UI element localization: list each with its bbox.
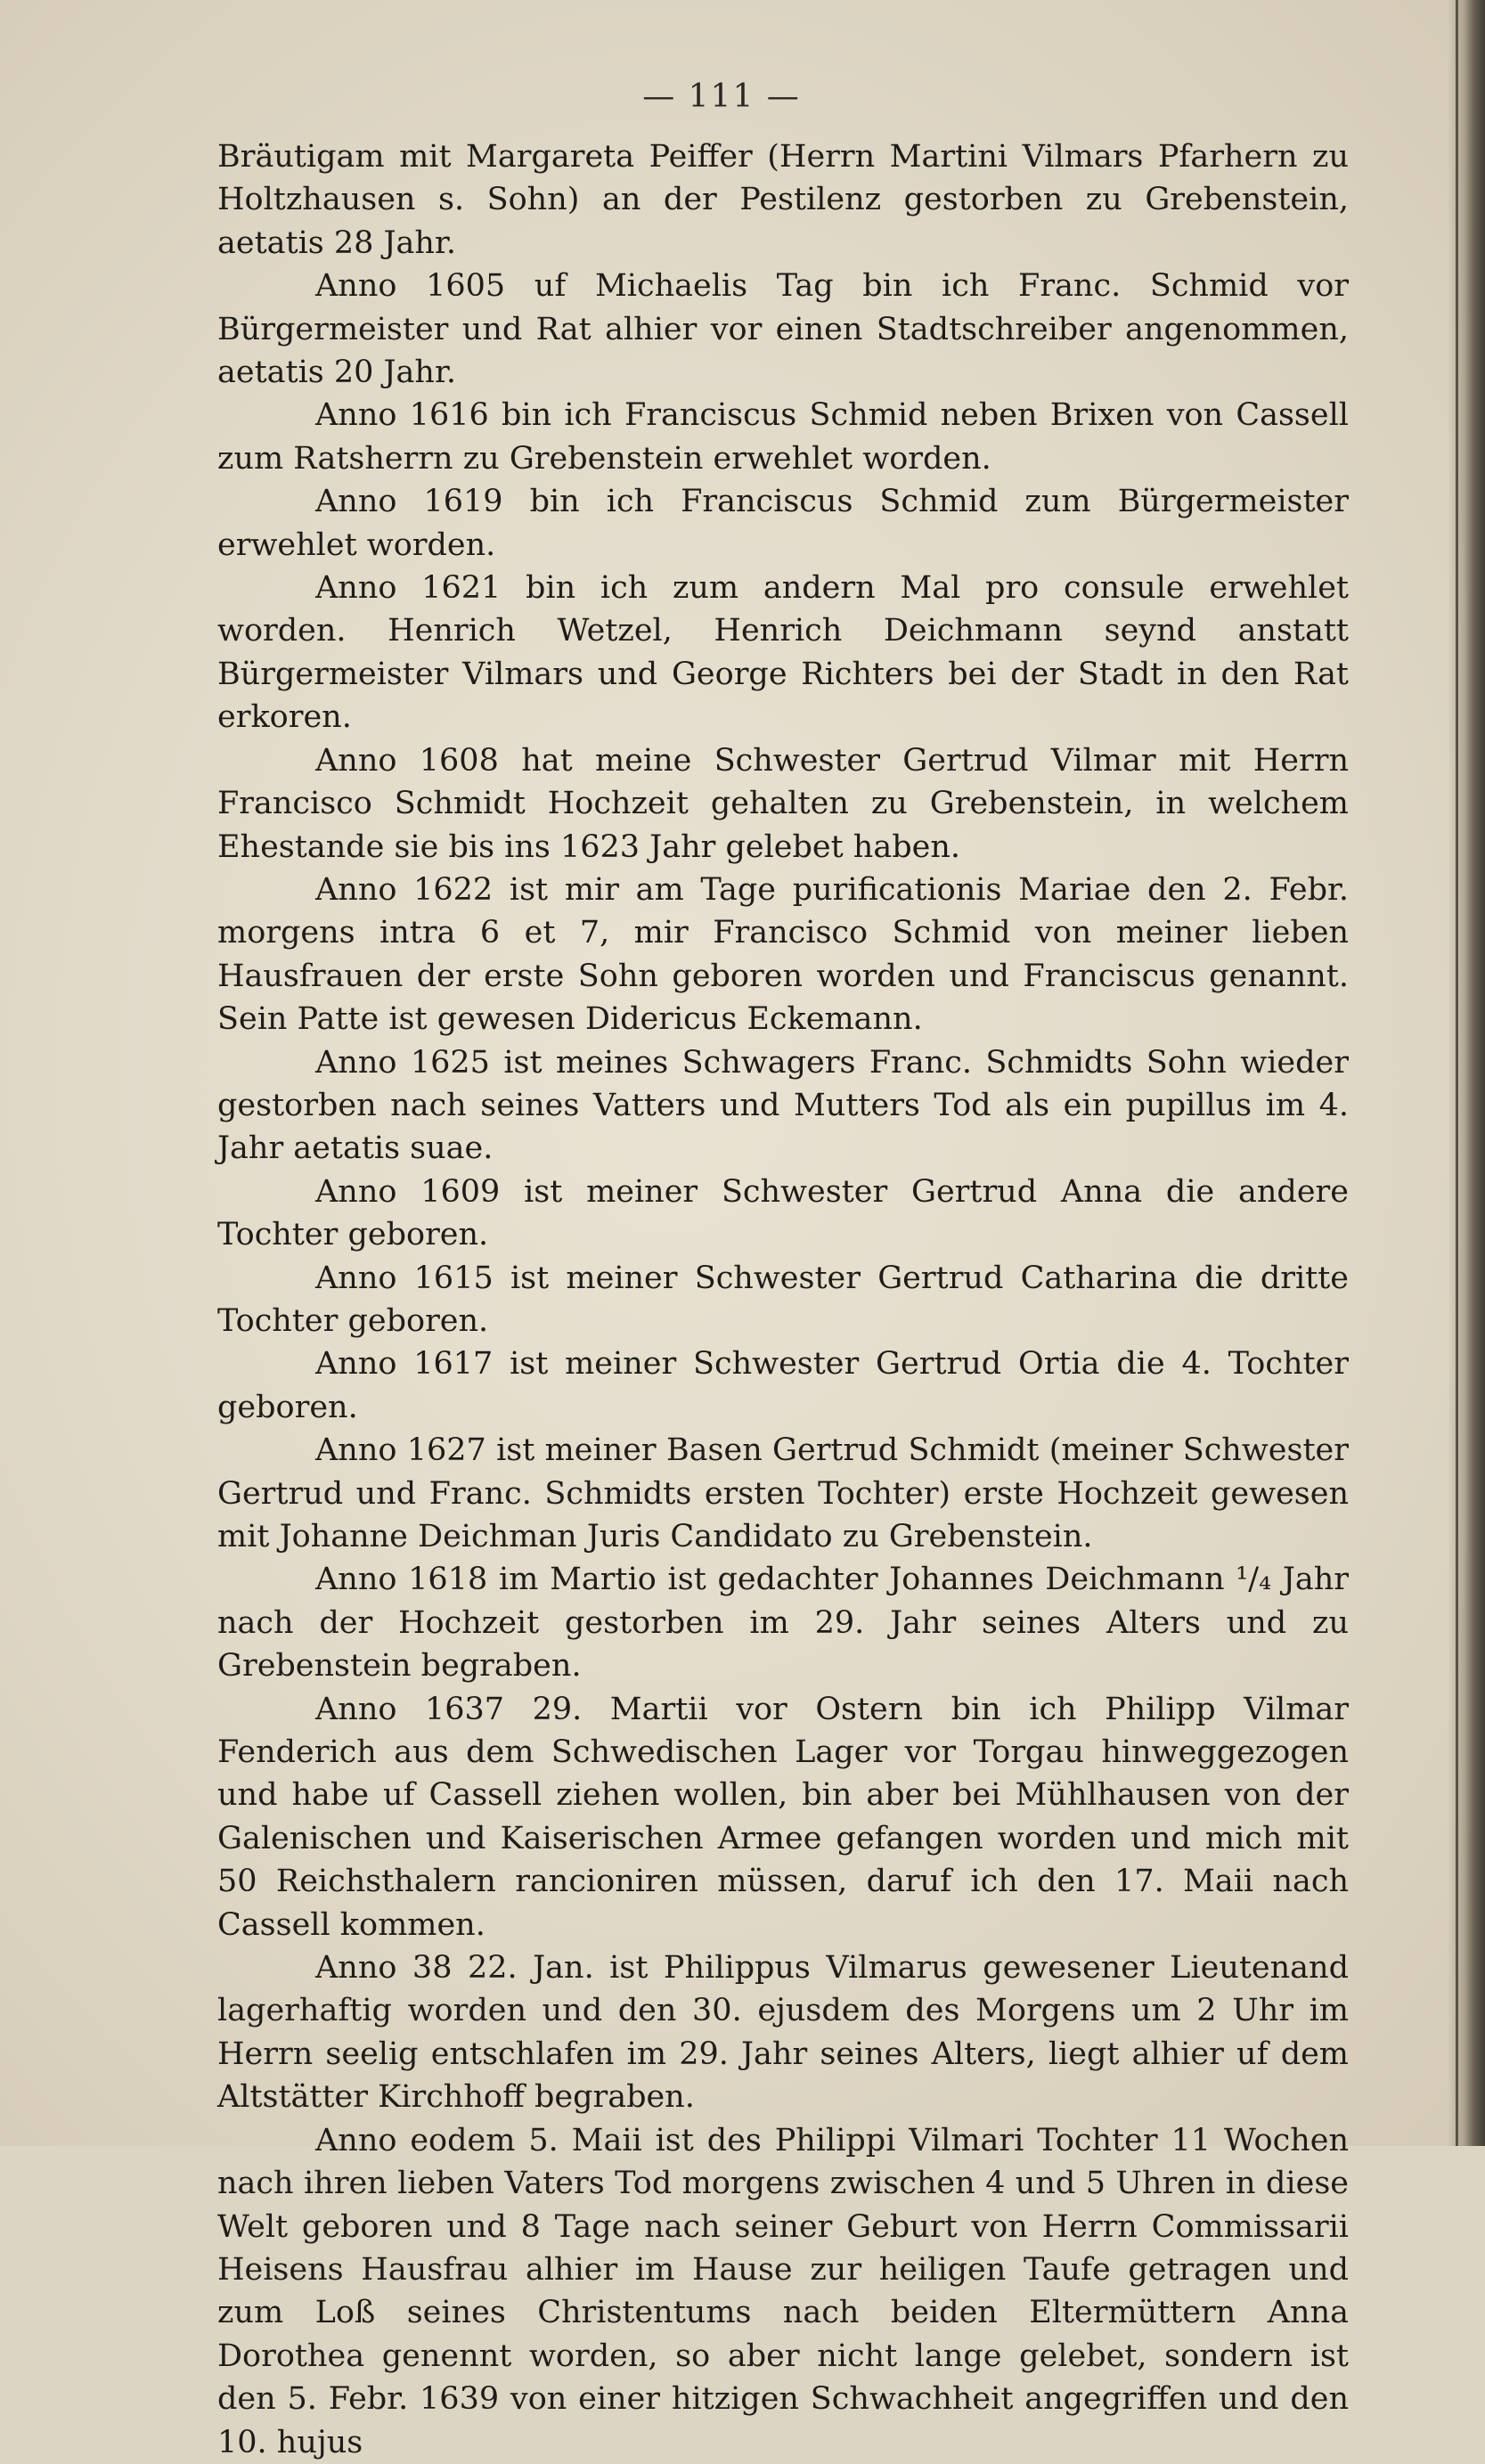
paragraph: Anno 1618 im Martio ist gedachter Johannes Deichmann ¹/₄ Jahr nach der Hochzeit gestorben im 29. Jahr seines Alters und zu Grebenstein begraben. bbox=[217, 1562, 1349, 1685]
page-number: — 111 — bbox=[642, 78, 801, 115]
paragraph: Anno 1615 ist meiner Schwester Gertrud Catharina die dritte Tochter geboren. bbox=[217, 1260, 1349, 1339]
book-gutter bbox=[1448, 0, 1485, 2146]
paragraph: Anno 1616 bin ich Franciscus Schmid neben Brixen von Cassell zum Ratsherrn zu Grebenstein erwehlet worden. bbox=[217, 397, 1349, 477]
paragraph: Anno 1605 uf Michaelis Tag bin ich Franc. Schmid vor Bürgermeister und Rat alhier vor einen Stadtschreiber angenommen, aetatis 20 Jahr. bbox=[217, 268, 1349, 391]
paragraph: Anno 1622 ist mir am Tage purificationis Mariae den 2. Febr. morgens intra 6 et 7, mir Francisco Schmid von meiner lieben Hausfrauen der erste Sohn geboren worden und Franciscus genannt. Sein Patte ist gewesen Didericus Eckemann. bbox=[217, 871, 1349, 1038]
paragraph: Anno 1617 ist meiner Schwester Gertrud Ortia die 4. Tochter geboren. bbox=[217, 1346, 1349, 1425]
paragraph: Anno 1619 bin ich Franciscus Schmid zum Bürgermeister erwehlet worden. bbox=[217, 484, 1349, 563]
paragraph: Anno 1637 29. Martii vor Ostern bin ich Philipp Vilmar Fenderich aus dem Schwedischen Lager vor Torgau hinweggezogen und habe uf Cassell ziehen wollen, bin aber bei Mühlhausen von der Galenischen und Kaiserischen Armee gefangen worden und mich mit 50 Reichsthalern rancioniren müssen, daruf ich den 17. Maii nach Cassell kommen. bbox=[217, 1691, 1349, 1943]
paragraph: Anno 1625 ist meines Schwagers Franc. Schmidts Sohn wieder gestorben nach seines Vatters und Mutters Tod als ein pupillus im 4. Jahr aetatis suae. bbox=[217, 1044, 1349, 1167]
paragraph: Anno 38 22. Jan. ist Philippus Vilmarus gewesener Lieutenand lagerhaftig worden und den 30. ejusdem des Morgens um 2 Uhr im Herrn seelig entschlafen im 29. Jahr seines Alters, liegt alhier uf dem Altstätter Kirchhoff begraben. bbox=[217, 1950, 1349, 2116]
paragraph: Bräutigam mit Margareta Peiffer (Herrn Martini Vilmars Pfarhern zu Holtzhausen s. Sohn) an der Pestilenz gestorben zu Grebenstein, aetatis 28 Jahr. bbox=[217, 139, 1349, 261]
paragraph: Anno 1608 hat meine Schwester Gertrud Vilmar mit Herrn Francisco Schmidt Hochzeit gehalten zu Grebenstein, in welchem Ehestande sie bis ins 1623 Jahr gelebet haben. bbox=[217, 742, 1349, 865]
paragraph: Anno 1627 ist meiner Basen Gertrud Schmidt (meiner Schwester Gertrud und Franc. Schmidts ersten Tochter) erste Hochzeit gewesen mit Johanne Deichman Juris Candidato zu Grebenstein. bbox=[217, 1432, 1349, 1554]
paragraph: Anno eodem 5. Maii ist des Philippi Vilmari Tochter 11 Wochen nach ihren lieben Vaters Tod morgens zwischen 4 und 5 Uhren in diese Welt geboren und 8 Tage nach seiner Geburt von Herrn Commissarii Heisens Hausfrau alhier im Hause zur heiligen Taufe getragen und zum Loß seines Christentums nach beiden Eltermüttern Anna Dorothea genennt worden, so aber nicht lange gelebet, sondern ist den 5. Febr. 1639 von einer hitzigen Schwachheit angegriffen und den 10. hujus bbox=[217, 2122, 1349, 2460]
paragraph: Anno 1609 ist meiner Schwester Gertrud Anna die andere Tochter geboren. bbox=[217, 1173, 1349, 1253]
binding-edge bbox=[1456, 0, 1458, 2146]
page-body bbox=[217, 135, 1349, 2464]
paragraph: Anno 1621 bin ich zum andern Mal pro consule erwehlet worden. Henrich Wetzel, Henrich Deichmann seynd anstatt Bürgermeister Vilmars und George Richters bei der Stadt in den Rat erkoren. bbox=[217, 570, 1349, 736]
